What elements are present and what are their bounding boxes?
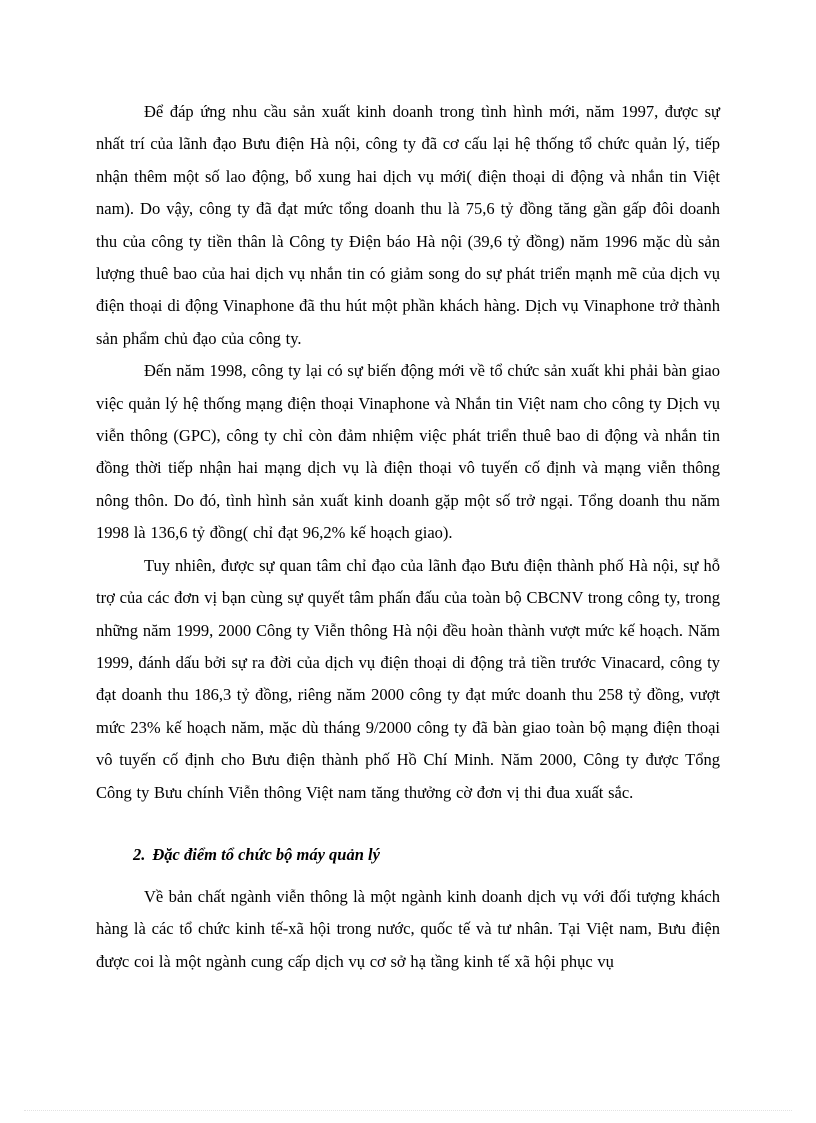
section-number: 2. xyxy=(133,844,146,864)
paragraph-1997-restructuring: Để đáp ứng nhu cầu sản xuất kinh doanh trong tình hình mới, năm 1997, được sự nhất trí của lãnh đạo Bưu điện Hà nội, công ty đã cơ cấu lại hệ thống tổ chức quản lý, tiếp nhận thêm một số lao động, bổ xung hai dịch vụ mới( điện thoại di động và nhắn tin Việt nam). Do vậy, công ty đã đạt mức tổng doanh thu là 75,6 tỷ đồng tăng gần gấp đôi doanh thu của công ty tiền thân là Công ty Điện báo Hà nội (39,6 tỷ đồng) năm 1996 mặc dù sản lượng thuê bao của hai dịch vụ nhắn tin có giảm song do sự phát triển mạnh mẽ của dịch vụ điện thoại di động Vinaphone đã thu hút một phần khách hàng. Dịch vụ Vinaphone trở thành sản phẩm chủ đạo của công ty. xyxy=(96,102,720,348)
paragraph-1999-2000-results: Tuy nhiên, được sự quan tâm chỉ đạo của lãnh đạo Bưu điện thành phố Hà nội, sự hỗ trợ của các đơn vị bạn cùng sự quyết tâm phấn đấu của toàn bộ CBCNV trong công ty, trong những năm 1999, 2000 Công ty Viễn thông Hà nội đều hoàn thành vượt mức kế hoạch. Năm 1999, đánh dấu bởi sự ra đời của dịch vụ điện thoại di động trả tiền trước Vinacard, công ty đạt doanh thu 186,3 tỷ đồng, riêng năm 2000 công ty đạt mức doanh thu 258 tỷ đồng, vượt mức 23% kế hoạch năm, mặc dù tháng 9/2000 công ty đã bàn giao toàn bộ mạng điện thoại vô tuyến cố định cho Bưu điện thành phố Hồ Chí Minh. Năm 2000, Công ty được Tổng Công ty Bưu chính Viễn thông Việt nam tăng thưởng cờ đơn vị thi đua xuất sắc. xyxy=(96,555,720,802)
section-title: Đặc điểm tổ chức bộ máy quản lý xyxy=(152,844,380,864)
document-page xyxy=(96,96,720,978)
page-bottom-divider xyxy=(24,1110,792,1111)
section-heading xyxy=(96,809,720,881)
paragraph-1998-changes: Đến năm 1998, công ty lại có sự biến động mới về tổ chức sản xuất khi phải bàn giao việc quản lý hệ thống mạng điện thoại Vinaphone và Nhắn tin Việt nam cho công ty Dịch vụ viễn thông (GPC), công ty chỉ còn đảm nhiệm việc phát triển thuê bao di động và nhắn tin đồng thời tiếp nhận hai mạng dịch vụ là điện thoại vô tuyến cố định và mạng viễn thông nông thôn. Do đó, tình hình sản xuất kinh doanh gặp một số trở ngại. Tổng doanh thu năm 1998 là 136,6 tỷ đồng( chỉ đạt 96,2% kế hoạch giao). xyxy=(96,361,720,543)
paragraph-industry-nature: Về bản chất ngành viễn thông là một ngành kinh doanh dịch vụ với đối tượng khách hàng là các tổ chức kinh tế-xã hội trong nước, quốc tế và tư nhân. Tại Việt nam, Bưu điện được coi là một ngành cung cấp dịch vụ cơ sở hạ tầng kinh tế xã hội phục vụ xyxy=(96,886,720,971)
